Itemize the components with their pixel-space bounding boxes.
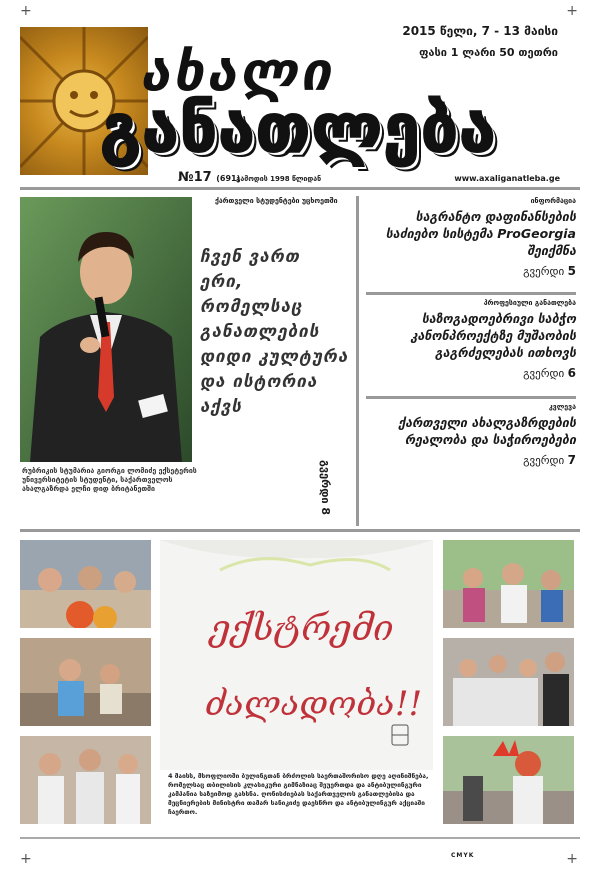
website-link[interactable]: www.axaliganatleba.ge bbox=[454, 174, 560, 183]
gallery-photo bbox=[20, 638, 151, 726]
masthead-title-line2: განათლება bbox=[100, 90, 497, 167]
gallery-photo bbox=[443, 736, 574, 824]
divider bbox=[20, 837, 580, 839]
issue-price: ფასი 1 ლარი 50 თეთრი bbox=[419, 46, 558, 59]
crop-mark: + bbox=[566, 3, 578, 19]
index-headline: საზოგადოებრივი საბჭო კანონპროექტზე მუშაობის გაგრძელებას ითხოვს bbox=[410, 311, 576, 360]
divider bbox=[356, 196, 359, 526]
crop-mark: + bbox=[20, 3, 32, 19]
gallery-photo bbox=[20, 540, 151, 628]
index-page: გვერდი 7 bbox=[523, 453, 576, 467]
gallery-photo bbox=[443, 540, 574, 628]
index-item[interactable] bbox=[366, 299, 576, 380]
masthead-title-line1: ახალი bbox=[140, 40, 334, 103]
index-headline: საგრანტო დაფინანსების საძიებო სისტემა ProGeorgia შეიქმნა bbox=[385, 209, 576, 258]
divider bbox=[20, 187, 580, 190]
index-category: ინფორმაცია bbox=[530, 197, 576, 205]
crop-mark: + bbox=[566, 851, 578, 867]
gallery-photo bbox=[443, 638, 574, 726]
founded-note: გამოდის 1998 წლიდან bbox=[236, 175, 322, 183]
tshirt-handwriting-1: ექსტრემი bbox=[210, 608, 394, 649]
index-category: პროფესიული განათლება bbox=[483, 299, 576, 307]
index-item[interactable] bbox=[366, 403, 576, 467]
gallery-photo bbox=[20, 736, 151, 824]
gallery-caption: 4 მაისს, მსოფლიოში ბულინგთან ბრძოლის საერთაშორისო დღე აღინიშნება, რომელსაც თბილისის კლასიკური გიმნაზიაც შეუერთდა და ანტიბულინგური კამპანია საზეიმოდ გახსნა. ღონისძიებას საქართველოს განათლებისა და მეცნიერების მინისტრი თამარ სანიკიძე დაესწრო და ანტიბულინგურ აქციაში ჩაერთო. bbox=[168, 772, 429, 816]
index-item[interactable] bbox=[366, 197, 576, 278]
lead-category: ქართველი სტუდენტები უცხოეთში bbox=[215, 197, 338, 205]
crop-mark: + bbox=[20, 851, 32, 867]
lead-quote: ჩვენ ვართ ერი, რომელსაც განათლების დიდი კულტურა და ისტორია აქვს bbox=[200, 247, 349, 417]
index-category: კვლევა bbox=[548, 403, 576, 411]
index-headline: ქართველი ახალგაზრდების რეალობა და საჭიროებები bbox=[398, 415, 576, 447]
issue-date: 2015 წელი, 7 - 13 მაისი bbox=[402, 24, 558, 38]
lead-photo bbox=[20, 197, 192, 462]
cmyk-registration-mark: CMYK bbox=[451, 852, 475, 859]
tshirt-photo bbox=[160, 540, 433, 770]
divider bbox=[20, 529, 580, 532]
lead-caption: რუბრიკის სტუმარია გიორგი ლომიძე ექსეტერის უნივერსიტეტის სტუდენტი, საქართველოს ახალგაზრდა ელჩი დიდ ბრიტანეთში bbox=[22, 467, 197, 493]
divider bbox=[366, 292, 576, 295]
issue-number: №17 (691) bbox=[178, 170, 241, 185]
divider bbox=[366, 396, 576, 399]
index-page: გვერდი 6 bbox=[523, 366, 576, 380]
index-page: გვერდი 5 bbox=[523, 264, 576, 278]
tshirt-handwriting-2: ძალადობა!! bbox=[205, 684, 423, 724]
lead-page-ref: გვერდი 8 bbox=[319, 460, 332, 516]
